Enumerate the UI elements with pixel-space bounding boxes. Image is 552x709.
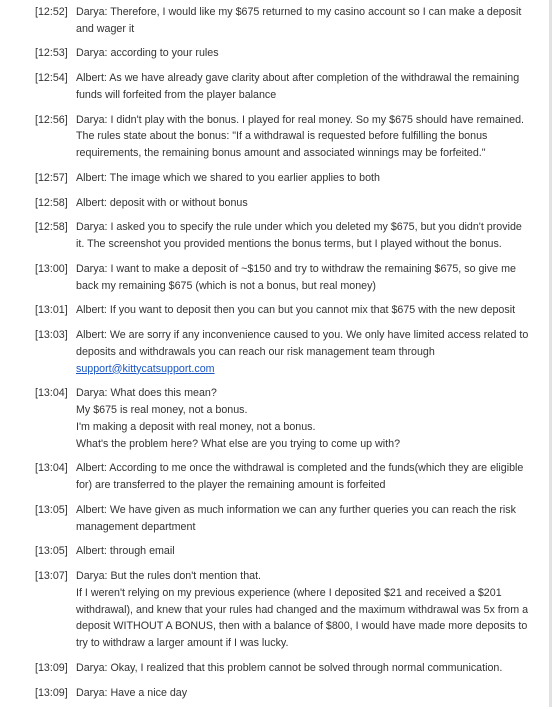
- message-body: [76, 112, 552, 162]
- chat-message: [0, 219, 552, 253]
- chat-message: [0, 195, 552, 212]
- message-text-line: Darya: Therefore, I would like my $675 returned to my casino account so I can make a deposit: [76, 6, 522, 18]
- message-text-line: Albert: If you want to deposit then you can but you cannot mix that $675 with the new deposit: [76, 304, 516, 317]
- message-timestamp: [13:09]: [35, 661, 68, 674]
- message-text-line: Darya: I want to make a deposit of ~$150 and try to withdraw the remaining $675, so give me: [76, 262, 516, 275]
- chat-message: [0, 4, 552, 38]
- message-body: [76, 4, 552, 38]
- message-text-line: back my remaining $675 (which is not a bonus, but real money): [76, 279, 376, 292]
- message-text-line: Darya: But the rules don't mention that.: [76, 569, 262, 582]
- message-timestamp: [13:04]: [35, 462, 68, 475]
- message-body: [76, 460, 552, 494]
- message-text-line: If I weren't relying on my previous experience (where I deposited $21 and received a $201: [76, 586, 502, 599]
- chat-transcript: [0, 4, 552, 709]
- chat-message: [0, 45, 552, 62]
- message-text-line: Albert: As we have already gave clarity about after completion of the withdrawal the remaining: [76, 72, 520, 85]
- message-timestamp: [13:05]: [35, 503, 68, 516]
- message-text-line: for) are transferred to the player the remaining amount is forfeited: [76, 479, 386, 492]
- message-text-line: management department: [76, 520, 196, 533]
- chat-message: [0, 660, 552, 677]
- message-text-line: withdrawal), and knew that your rules had changed and the maximum withdrawal was 5x from a: [76, 603, 529, 616]
- message-body: [76, 385, 552, 452]
- message-text-line: deposit WITHOUT A BONUS, then with a balance of $800, I would have made more deposits to: [76, 620, 528, 633]
- message-text-line: The rules state about the bonus: "If a withdrawal is requested before fulfilling the bonus: [76, 130, 488, 143]
- message-timestamp: [13:01]: [35, 304, 68, 317]
- message-text-line: Albert: deposit with or without bonus: [76, 196, 248, 209]
- chat-message: [0, 543, 552, 560]
- message-text-line: requirements, the remaining bonus amount and associated winnings may be forfeited.": [76, 147, 486, 160]
- message-body: [76, 261, 552, 295]
- message-text-line: Albert: through email: [76, 545, 175, 558]
- chat-message: [0, 170, 552, 187]
- chat-message: [0, 685, 552, 702]
- chat-message: [0, 261, 552, 295]
- message-text-line: and wager it: [76, 22, 135, 35]
- chat-message: [0, 385, 552, 452]
- message-timestamp: [12:58]: [35, 196, 68, 209]
- message-text-line: deposits and withdrawals you can reach our risk management team through: [76, 345, 435, 358]
- message-text-line: Albert: According to me once the withdrawal is completed and the funds(which they are eligible: [76, 462, 524, 475]
- message-text-line: Darya: Okay, I realized that this problem cannot be solved through normal communication.: [76, 661, 503, 674]
- message-body: [76, 170, 552, 187]
- message-body: [76, 195, 552, 212]
- message-timestamp: [12:56]: [35, 113, 68, 126]
- message-text-line: Darya: Have a nice day: [76, 686, 188, 699]
- message-body: [76, 219, 552, 253]
- support-email-link[interactable]: support@kittycatsupport.com: [76, 362, 215, 375]
- message-text-line: try to withdraw a larger amount if I was lucky.: [76, 637, 289, 650]
- message-timestamp: [13:03]: [35, 328, 68, 341]
- message-body: [76, 660, 552, 677]
- message-text-line: Albert: The image which we shared to you earlier applies to both: [76, 171, 380, 184]
- chat-message: [0, 70, 552, 104]
- message-timestamp: [12:53]: [35, 47, 68, 60]
- message-timestamp: [12:57]: [35, 171, 68, 184]
- chat-message: [0, 302, 552, 319]
- message-body: [76, 568, 552, 652]
- message-text-line: funds will forfeited from the player balance: [76, 88, 277, 101]
- chat-message: [0, 460, 552, 494]
- message-text-line: What's the problem here? What else are you trying to come up with?: [76, 437, 401, 450]
- message-text-line: Darya: What does this mean?: [76, 387, 217, 400]
- message-timestamp: [12:52]: [35, 6, 68, 18]
- message-text-line: My $675 is real money, not a bonus.: [76, 404, 248, 417]
- chat-message: [0, 568, 552, 652]
- message-text-line: Albert: We have given as much information we can any further queries you can reach the risk: [76, 503, 516, 516]
- message-timestamp: [13:07]: [35, 569, 68, 582]
- chat-message: [0, 502, 552, 536]
- message-text-line: Darya: I didn't play with the bonus. I played for real money. So my $675 should have remained.: [76, 113, 524, 126]
- message-text-line: Darya: according to your rules: [76, 47, 219, 60]
- message-body: [76, 543, 552, 560]
- message-body: [76, 327, 552, 377]
- message-body: [76, 70, 552, 104]
- message-timestamp: [13:05]: [35, 545, 68, 558]
- message-text-line: it. The screenshot you provided mentions the bonus terms, but I played without the bonus.: [76, 238, 502, 251]
- chat-message: [0, 327, 552, 377]
- message-body: [76, 302, 552, 319]
- message-timestamp: [13:09]: [35, 686, 68, 699]
- message-body: [76, 685, 552, 702]
- message-text-line: I'm making a deposit with real money, not a bonus.: [76, 420, 316, 433]
- message-text-line: Albert: We are sorry if any inconvenience caused to you. We only have limited access related to: [76, 328, 529, 341]
- message-text-line: Darya: I asked you to specify the rule under which you deleted my $675, but you didn't provide: [76, 221, 522, 234]
- message-body: [76, 45, 552, 62]
- message-timestamp: [12:54]: [35, 72, 68, 85]
- message-timestamp: [13:04]: [35, 387, 68, 400]
- message-timestamp: [12:58]: [35, 221, 68, 234]
- message-timestamp: [13:00]: [35, 262, 68, 275]
- message-body: [76, 502, 552, 536]
- chat-message: [0, 112, 552, 162]
